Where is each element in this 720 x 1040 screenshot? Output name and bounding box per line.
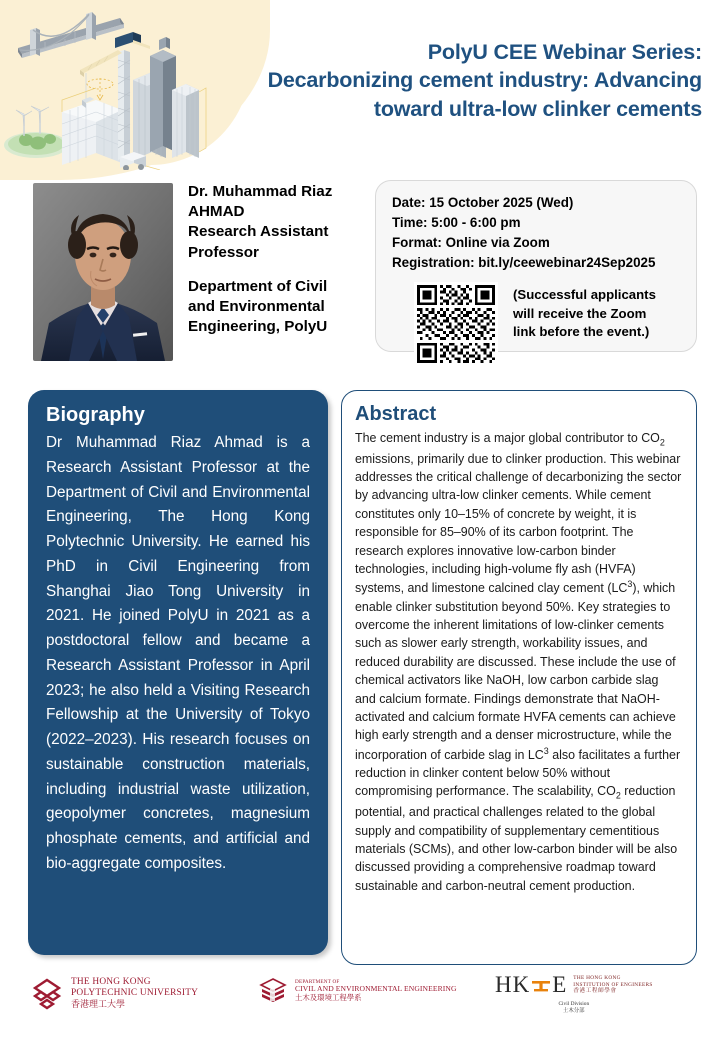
biography-heading: Biography	[46, 404, 145, 426]
event-details-box	[375, 180, 697, 352]
title-line-2: Decarbonizing cement industry: Advancing	[267, 68, 702, 93]
footer-logos	[0, 968, 720, 1040]
speaker-affiliation-line-3: Engineering, PolyU	[188, 318, 328, 336]
event-time: Time: 5:00 - 6:00 pm	[392, 215, 521, 231]
speaker-affiliation-line-2: and Environmental	[188, 298, 325, 316]
abstract-part-2: emissions, primarily due to clinker production. This webinar addresses the critical challenge of decarbonizing the sector by advancing ultra-low clinker cements. While cement constitutes only 10–15% of concrete by weight, it is responsible for 85–90% of its carbon footprint. The research explores innovative low-carbon binder technologies, including high-volume fly ash (HVFA) systems, and limestone calcined clay cement (LC	[355, 451, 682, 596]
qr-note-line-3: link before the event.)	[513, 324, 650, 340]
abstract-lc3-superscript-2: 3	[543, 745, 549, 756]
speaker-details	[188, 182, 368, 338]
abstract-body	[355, 429, 682, 895]
hkie-division	[495, 1001, 653, 1015]
title-line-3: toward ultra-low clinker cements	[373, 96, 702, 121]
abstract-part-1: The cement industry is a major global contributor to CO	[355, 431, 660, 445]
cee-department-label: DEPARTMENT OF	[295, 979, 340, 986]
abstract-part-5: reduction potential, and practical challenges related to the global supply and compatibility of supplementary cementitious materials (SCMs), and other low-carbon binder will be also discussed providing a comprehensive roadmap toward sustainable and carbon-neutral cement production.	[355, 784, 678, 893]
speaker-section	[0, 180, 720, 375]
cee-logo-mark	[258, 976, 288, 1006]
qr-instruction-note	[513, 282, 656, 341]
hkie-name-chinese: 香港工程師學會	[573, 988, 617, 995]
hkie-bridge-icon	[530, 975, 552, 995]
polyu-logo-mark	[30, 976, 64, 1010]
abstract-lc3-superscript-1: 3	[627, 579, 633, 590]
abstract-panel	[341, 390, 697, 965]
cee-logo-text	[295, 979, 457, 1003]
hkie-name-line-2: INSTITUTION OF ENGINEERS	[573, 981, 653, 988]
abstract-part-3: ), which enable clinker substitution beyond 50%. Key strategies to overcome the inherent limitations of low-clinker cements such as slower early strength, workability issues, and reduced durability are discussed. These include the use of chemical activators like NaOH, low carbon carbide slag and calcium formate. Findings demonstrate that NaOH-activated and calcium formate HVFA cements can achieve high early strength and a denser microstructure, while the incorporation of carbide slag in LC	[355, 581, 676, 762]
hkie-logo	[495, 972, 653, 1015]
abstract-part-4: also facilitates a further reduction in clinker content below 50% without compromising performance. The scalability, CO	[355, 747, 681, 799]
qr-note-line-1: (Successful applicants	[513, 287, 656, 303]
isometric-construction-illustration	[0, 0, 235, 170]
hkie-letter-e: E	[552, 972, 568, 997]
speaker-affiliation-line-1: Department of Civil	[188, 277, 328, 295]
title-line-1: PolyU CEE Webinar Series:	[427, 40, 702, 64]
cee-department-chinese: 土木及環境工程學系	[295, 993, 362, 1003]
poster-header	[0, 0, 720, 170]
polyu-name-chinese: 香港理工大學	[71, 998, 126, 1009]
speaker-name-line-1: Dr. Muhammad Riaz	[188, 183, 333, 200]
abstract-heading: Abstract	[355, 403, 437, 425]
biography-body: Dr Muhammad Riaz Ahmad is a Research Assistant Professor at the Department of Civil and Environmental Engineering, The Hong Kong Polytechnic University. He earned his PhD in Civil Engineering from Shanghai Jiao Tong University in 2021. He joined PolyU in 2021 as a postdoctoral fellow and became a Research Assistant Professor in April 2023; he also held a Visiting Research Fellowship at the University of Tokyo (2022–2023). His research focuses on sustainable construction materials, including industrial waste utilization, geopolymer concretes, magnesium phosphate cements, and artificial and bio-aggregate composites.	[46, 434, 310, 873]
page-title	[232, 38, 702, 123]
event-date: Date: 15 October 2025 (Wed)	[392, 195, 574, 210]
speaker-name-line-2: AHMAD	[188, 203, 245, 221]
polyu-name-line-2: POLYTECHNIC UNIVERSITY	[71, 987, 199, 998]
abstract-co2-subscript-2: 2	[615, 790, 621, 801]
polyu-logo-text	[71, 977, 198, 1010]
event-registration-link[interactable]: Registration: bit.ly/ceewebinar24Sep2025	[392, 255, 656, 271]
hkie-full-name	[573, 975, 652, 995]
qr-note-line-2: will receive the Zoom	[513, 305, 647, 321]
hkie-name-line-1: THE HONG KONG	[573, 974, 621, 981]
cee-department-logo	[258, 976, 457, 1006]
speaker-title-line-2: Professor	[188, 243, 259, 261]
hkie-letters: HK	[495, 972, 531, 997]
speaker-portrait-photo	[33, 183, 173, 361]
polyu-name-line-1: THE HONG KONG	[71, 976, 151, 987]
abstract-co2-subscript-1: 2	[659, 437, 665, 448]
registration-qr-code[interactable]	[414, 282, 498, 366]
content-panels	[0, 390, 720, 960]
speaker-title-line-1: Research Assistant	[188, 223, 329, 241]
polyu-logo	[30, 976, 198, 1010]
hkie-division-en: Civil Division	[558, 1001, 590, 1007]
cee-department-name: CIVIL AND ENVIRONMENTAL ENGINEERING	[295, 984, 457, 994]
hkie-division-zh: 土木分部	[563, 1008, 585, 1015]
spacer	[188, 263, 368, 277]
event-format: Format: Online via Zoom	[392, 235, 550, 251]
biography-panel	[28, 390, 328, 955]
